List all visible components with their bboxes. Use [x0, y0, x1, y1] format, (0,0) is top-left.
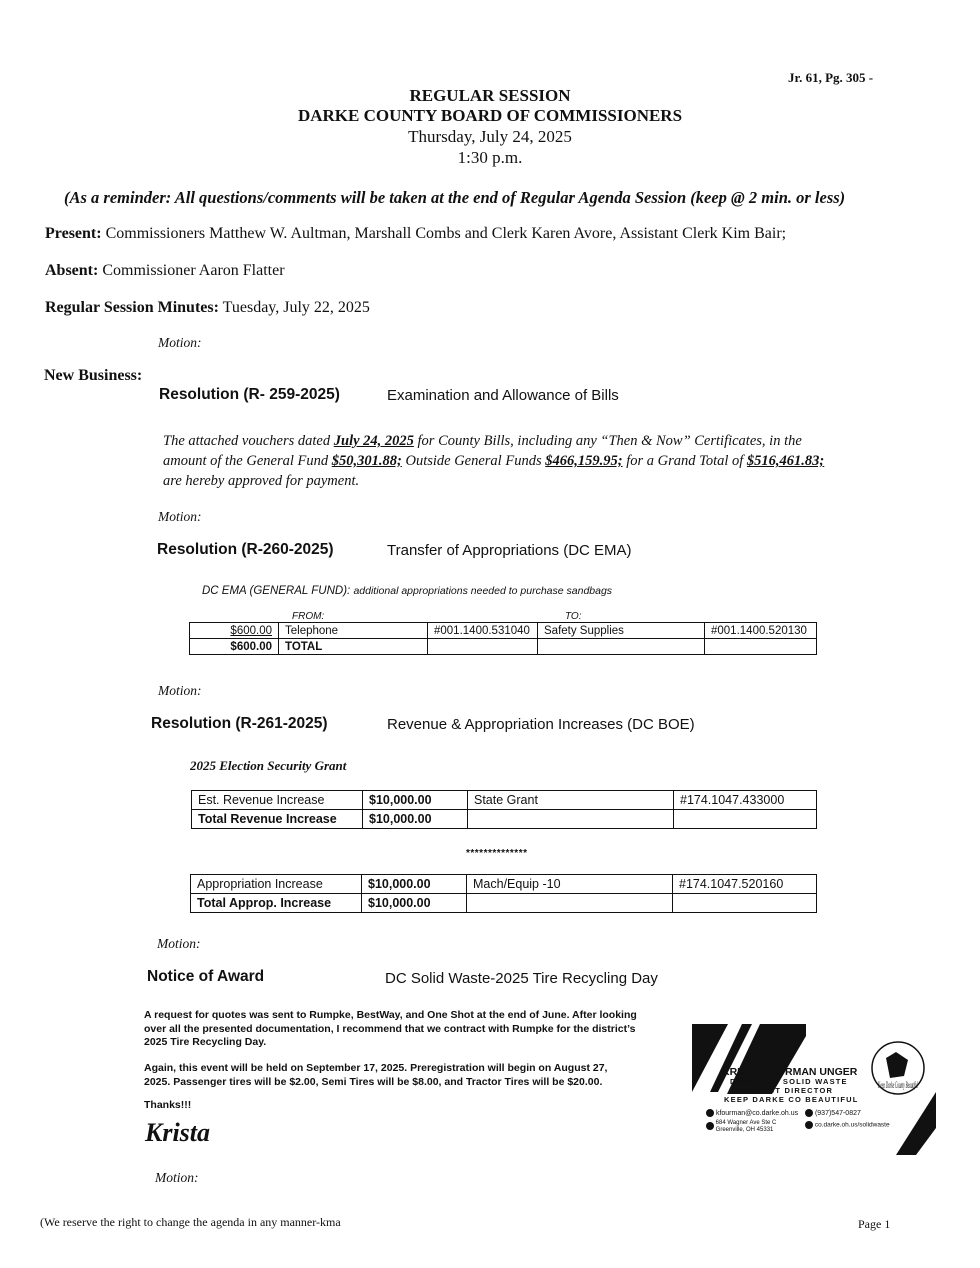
appropriation-account: #174.1047.520160	[673, 875, 817, 894]
present-line	[45, 225, 786, 243]
table-row	[190, 639, 817, 655]
general-fund-amount: $50,301.88;	[331, 453, 402, 469]
resolution-260-title: Resolution (R-260-2025)	[157, 541, 334, 558]
card-email-row	[706, 1109, 798, 1117]
session-title: REGULAR SESSION	[409, 86, 571, 105]
body-text: are hereby approved for payment.	[163, 473, 360, 489]
table-row	[192, 791, 817, 810]
card-line-1: DARKE CO SOLID WASTE	[730, 1077, 848, 1086]
motion-label: Motion:	[155, 1170, 199, 1185]
resolution-260-subject: Transfer of Appropriations (DC EMA)	[387, 542, 632, 559]
card-address-2: Greenville, OH 45331	[715, 1127, 774, 1133]
appropriation-description: Mach/Equip -10	[467, 875, 673, 894]
outside-funds-amount: $466,159.95;	[545, 453, 623, 469]
revenue-label: Total Revenue Increase	[192, 810, 363, 829]
card-phone[interactable]: (937)547-0827	[814, 1109, 861, 1117]
journal-reference: Jr. 61, Pg. 305 -	[788, 70, 874, 85]
grant-title: 2025 Election Security Grant	[190, 758, 347, 773]
ohio-map-icon	[886, 1052, 908, 1078]
business-card	[682, 1022, 938, 1158]
present-text: Commissioners Matthew W. Aultman, Marshall Combs and Clerk Karen Avore, Assistant Clerk Kim Bair;	[105, 225, 787, 242]
empty-cell	[428, 639, 538, 655]
revenue-amount: $10,000.00	[363, 810, 468, 829]
card-name: KRISTA FOURMAN UNGER	[722, 1066, 858, 1078]
to-label: TO:	[565, 611, 582, 622]
text-line: 2025. Passenger tires will be $2.00, Semi Tires will be $8.00, and Tractor Tires will be $20.00.	[144, 1075, 603, 1088]
from-account: #001.1400.531040	[428, 623, 538, 639]
motion-label: Motion:	[157, 936, 201, 951]
grand-total-amount: $516,461.83;	[746, 453, 825, 469]
motion-label: Motion:	[158, 335, 202, 350]
text-line: 2025 Tire Recycling Day.	[144, 1036, 267, 1048]
text-line: over all the presented documentation, I recommend that we contract with Rumpke for the district’s	[144, 1022, 636, 1035]
absent-text: Commissioner Aaron Flatter	[102, 262, 285, 279]
logo-lettering: Keep Darke County Beautiful	[877, 1080, 919, 1090]
to-account: #001.1400.520130	[705, 623, 817, 639]
to-description: Safety Supplies	[538, 623, 705, 639]
notice-of-award-subject: DC Solid Waste-2025 Tire Recycling Day	[385, 970, 658, 987]
resolution-261-title: Resolution (R-261-2025)	[151, 715, 328, 732]
total-label: TOTAL	[279, 639, 428, 655]
appropriation-label: Appropriation Increase	[191, 875, 362, 894]
from-description: Telephone	[279, 623, 428, 639]
card-address-row	[706, 1120, 776, 1134]
revenue-label: Est. Revenue Increase	[192, 791, 363, 810]
text-line: A request for quotes was sent to Rumpke, BestWay, and One Shot at the end of June. After looking	[144, 1009, 637, 1021]
footer-disclaimer: (We reserve the right to change the agenda in any manner-kma	[40, 1215, 341, 1229]
revenue-description: State Grant	[468, 791, 674, 810]
body-text: for County Bills, including any “Then & Now” Certificates, in the	[413, 433, 802, 449]
award-paragraph-1	[144, 1009, 637, 1050]
ema-transfer-table	[189, 622, 817, 655]
email-icon	[706, 1109, 714, 1117]
ema-fund-line	[202, 585, 612, 597]
meeting-date: Thursday, July 24, 2025	[408, 127, 572, 146]
ema-fund-label: DC EMA (GENERAL FUND):	[202, 585, 351, 597]
card-address-1: 684 Wagner Ave Ste C	[715, 1120, 777, 1126]
resolution-259-title: Resolution (R- 259-2025)	[159, 386, 340, 403]
table-row	[191, 894, 817, 913]
body-text: amount of the General Fund	[163, 453, 332, 469]
from-label: FROM:	[292, 611, 325, 622]
appropriation-amount: $10,000.00	[362, 894, 467, 913]
revenue-description	[468, 810, 674, 829]
card-email[interactable]: kfourman@co.darke.oh.us	[715, 1109, 799, 1117]
revenue-increase-table	[191, 790, 817, 829]
appropriation-label: Total Approp. Increase	[191, 894, 362, 913]
text-line: Again, this event will be held on September 17, 2025. Preregistration will begin on August 27,	[144, 1062, 608, 1074]
appropriation-account	[673, 894, 817, 913]
minutes-text: Tuesday, July 22, 2025	[222, 299, 370, 316]
present-label: Present:	[45, 225, 102, 242]
body-text: The attached vouchers dated	[163, 433, 334, 449]
page-number: Page 1	[858, 1217, 891, 1231]
new-business-heading: New Business:	[44, 367, 143, 384]
transfer-amount: $600.00	[190, 623, 279, 639]
appropriation-increase-table	[190, 874, 817, 913]
table-row	[191, 875, 817, 894]
voucher-date: July 24, 2025	[333, 433, 414, 449]
minutes-line	[45, 299, 370, 317]
empty-cell	[538, 639, 705, 655]
notice-of-award-title: Notice of Award	[147, 968, 265, 985]
award-paragraph-2	[144, 1062, 607, 1089]
body-text: for a Grand Total of	[622, 453, 747, 469]
body-text: Outside General Funds	[401, 453, 546, 469]
motion-label: Motion:	[158, 683, 202, 698]
table-row	[190, 623, 817, 639]
appropriation-amount: $10,000.00	[362, 875, 467, 894]
card-phone-row	[805, 1109, 861, 1117]
meeting-time: 1:30 p.m.	[457, 148, 523, 167]
appropriation-description	[467, 894, 673, 913]
ema-fund-note: additional appropriations needed to purchase sandbags	[353, 585, 613, 597]
card-website[interactable]: co.darke.oh.us/solidwaste	[814, 1121, 890, 1129]
revenue-account: #174.1047.433000	[674, 791, 817, 810]
thanks-text: Thanks!!!	[144, 1099, 192, 1111]
phone-icon	[805, 1109, 813, 1117]
card-line-2: DISTRICT DIRECTOR	[737, 1086, 834, 1095]
revenue-amount: $10,000.00	[363, 791, 468, 810]
web-icon	[805, 1121, 813, 1129]
motion-label: Motion:	[158, 509, 202, 524]
absent-line	[45, 262, 285, 280]
resolution-259-body	[163, 431, 883, 491]
board-title: DARKE COUNTY BOARD OF COMMISSIONERS	[297, 106, 683, 125]
resolution-261-subject: Revenue & Appropriation Increases (DC BOE)	[387, 716, 695, 733]
location-icon	[706, 1122, 714, 1130]
absent-label: Absent:	[45, 262, 99, 279]
separator-stars: **************	[466, 848, 528, 859]
empty-cell	[705, 639, 817, 655]
reminder-note: (As a reminder: All questions/comments will be taken at the end of Regular Agenda Session (keep @ 2 min. or less)	[64, 188, 846, 207]
table-row	[192, 810, 817, 829]
card-line-3: KEEP DARKE CO BEAUTIFUL	[724, 1095, 859, 1104]
revenue-account	[674, 810, 817, 829]
signature-krista: Krista	[145, 1118, 211, 1147]
resolution-259-subject: Examination and Allowance of Bills	[387, 387, 619, 404]
total-amount: $600.00	[190, 639, 279, 655]
card-web-row	[805, 1121, 890, 1129]
minutes-label: Regular Session Minutes:	[45, 299, 219, 316]
